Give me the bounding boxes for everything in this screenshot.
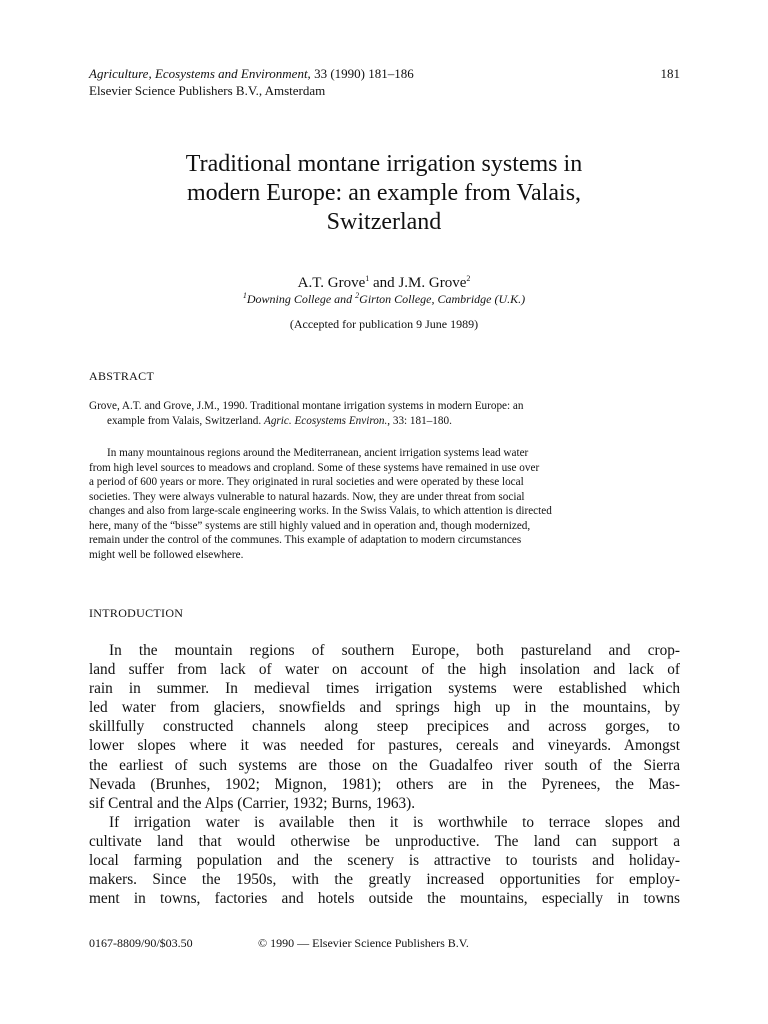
intro-line: the earliest of such systems are those on the Guadalfeo river south of the Sierra [89, 756, 680, 774]
affil-text: Downing College and [246, 292, 356, 306]
journal-name: Agriculture, Ecosystems and Environment, [89, 66, 311, 81]
title-line: Switzerland [326, 209, 442, 235]
intro-line: local farming population and the scenery is attractive to tourists and holiday- [89, 852, 680, 870]
author-sup: 2 [466, 274, 471, 283]
abstract-line: remain under the control of the communes. This example of adaptation to modern circumstances [89, 534, 522, 546]
intro-line: lower slopes where it was needed for pastures, cereals and vineyards. Amongst [89, 737, 680, 755]
title-line: Traditional montane irrigation systems in [185, 151, 583, 177]
intro-line: In the mountain regions of southern Europe, both pastureland and crop- [109, 642, 680, 659]
author-sup: 1 [365, 274, 370, 283]
citation-journal: Agric. Ecosystems Environ. [264, 414, 388, 427]
copyright: © 1990 — Elsevier Science Publishers B.V. [258, 936, 469, 950]
introduction-body [89, 641, 680, 908]
page-number: 181 [660, 66, 680, 81]
journal-citation [89, 65, 689, 99]
intro-line: ment in towns, factories and hotels outside the mountains, especially in towns [89, 890, 680, 908]
citation [89, 399, 680, 428]
abstract-line: a period of 600 years or more. They originated in rural societies and were operated by these local [89, 476, 524, 488]
accepted-date: (Accepted for publication 9 June 1989) [289, 317, 479, 331]
citation-text: example from Valais, Switzerland. [107, 414, 264, 427]
author-name: J.M. Grove [398, 275, 467, 291]
intro-line: Nevada (Brunhes, 1902; Mignon, 1981); others are in the Pyrenees, the Mas- [89, 775, 680, 793]
abstract-line: here, many of the “bisse” systems are still highly valued and in operation and, though modernized, [89, 519, 531, 532]
intro-line: land suffer from lack of water on account of the high insolation and lack of [89, 661, 680, 679]
citation-text: , 33: 181–180. [387, 414, 452, 427]
abstract-line: societies. They were always vulnerable to natural hazards. Now, they are under threat from social [89, 490, 525, 503]
abstract-heading: ABSTRACT [89, 369, 155, 383]
intro-line: If irrigation water is available then it is worthwhile to terrace slopes and [109, 813, 680, 831]
introduction-heading: INTRODUCTION [89, 606, 184, 620]
abstract-line: from high level sources to meadows and cropland. Some of these systems have remained in use over [89, 461, 540, 474]
intro-line: cultivate land that would otherwise be unproductive. The land can support a [89, 832, 680, 850]
intro-line: rain in summer. In medieval times irrigation systems were established which [89, 680, 680, 698]
authors [89, 274, 679, 292]
abstract-line: might well be followed elsewhere. [89, 548, 244, 561]
citation-line: Grove, A.T. and Grove, J.M., 1990. Traditional montane irrigation systems in modern Europe: an [89, 400, 524, 412]
abstract-body [89, 446, 680, 562]
intro-line: led water from glaciers, snowfields and springs high up in the mountains, by [89, 699, 680, 717]
publisher: Elsevier Science Publishers B.V., Amsterdam [89, 83, 326, 98]
intro-line: skillfully constructed channels along steep precipices and across gorges, to [89, 718, 680, 736]
author-and: and [369, 275, 399, 291]
issn-code: 0167-8809/90/$03.50 [89, 936, 193, 950]
affil-text: Girton College, Cambridge (U.K.) [359, 292, 526, 306]
affiliations [89, 291, 679, 307]
citation-line [89, 414, 680, 429]
affil-sup: 2 [355, 291, 360, 300]
journal-volume: 33 (1990) 181–186 [310, 66, 414, 81]
abstract-line: changes and also from large-scale engineering works. In the Swiss Valais, to which attention is directed [89, 505, 552, 517]
title-line: modern Europe: an example from Valais, [186, 180, 582, 206]
abstract-line: In many mountainous regions around the Mediterranean, ancient irrigation systems lead water [107, 447, 529, 459]
intro-line: sif Central and the Alps (Carrier, 1932; Burns, 1963). [89, 794, 416, 812]
paper-title [89, 150, 679, 237]
author-name: A.T. Grove [297, 275, 366, 291]
intro-line: makers. Since the 1950s, with the greatly increased opportunities for employ- [89, 871, 680, 889]
affil-sup: 1 [242, 291, 247, 300]
